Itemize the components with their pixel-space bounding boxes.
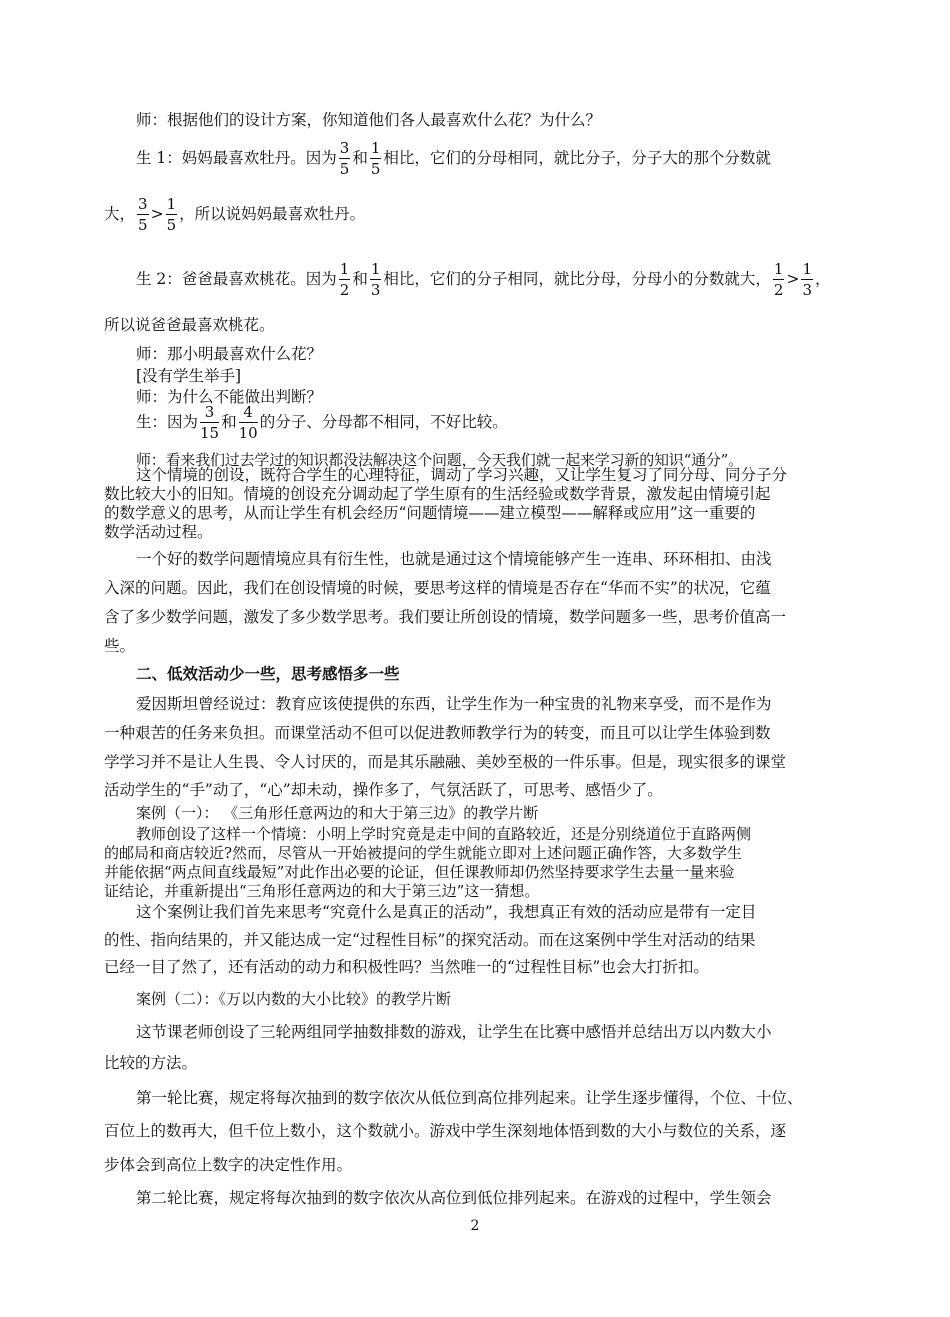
teacher-line-4: 师：看来我们过去学过的知识都没法解决这个问题，今天我们就一起来学习新的知识“通分”。 (136, 451, 743, 469)
para5-line-1: 这节课老师创设了三轮两组同学抽数排数的游戏，让学生在比赛中感悟并总结出万以内数大小 (136, 1023, 772, 1041)
para6-line-2: 百位上的数再大，但千位上数小，这个数就小。游戏中学生深刻地体悟到数的大小与数位的关系，逐 (104, 1122, 787, 1140)
teacher-line-3: 师：为什么不能做出判断？ (136, 388, 323, 406)
student-3-text-b: 和 (221, 413, 237, 431)
student-1-text-a: 生 1：妈妈最喜欢牡丹。因为 (136, 149, 337, 167)
para6-line-3: 步体会到高位上数字的决定性作用。 (104, 1156, 353, 1174)
case1-line-4: 证结论，并重新提出“三角形任意两边的和大于第三边”这一猜想。 (104, 882, 540, 900)
para3-line-3: 学学习并不是让人生畏、令人讨厌的，而是其乐融融、美妙至极的一件乐事。但是，现实很多的课堂 (104, 753, 787, 771)
fraction-1-2: $\frac{1}{2}$ (339, 260, 350, 299)
student-1-text-d: 大， (104, 205, 136, 223)
student-3-line (136, 405, 508, 441)
student-1-text-c: 相比，它们的分母相同，就比分子，分子大的那个分数就 (383, 149, 771, 167)
case2-title: 案例（二）：《万以内数的大小比较》的教学片断 (136, 990, 452, 1008)
student-2-line-cont: 所以说爸爸最喜欢桃花。 (104, 316, 275, 334)
fraction-1-3: $\frac{1}{3}$ (370, 260, 381, 299)
fraction-3-5-b: $\frac{3}{5}$ (138, 195, 148, 234)
para7-line-1: 第二轮比赛，规定将每次抽到的数字依次从高位到低位排列起来。在游戏的过程中，学生领会 (136, 1189, 772, 1207)
para6-line-1: 第一轮比赛，规定将每次抽到的数字依次从低位到高位排列起来。让学生逐步懂得，个位、十位、 (136, 1089, 803, 1107)
teacher-line-2: 师：那小明最喜欢什么花？ (136, 345, 323, 363)
para3-line-1: 爱因斯坦曾经说过：教育应该使提供的东西，让学生作为一种宝贵的礼物来享受，而不是作为 (136, 695, 772, 713)
greater-than-sign: > (150, 205, 164, 223)
para1-line-3: 的数学意义的思考，从而让学生有机会经历“问题情境——建立模型——解释或应用”这一重要的 (104, 504, 756, 522)
case1-line-2: 的邮局和商店较近?然而，尽管从一开始被提问的学生就能立即对上述问题正确作答，大多数学生 (104, 844, 743, 862)
student-3-text-a: 生：因为 (136, 413, 199, 431)
case1-line-3: 并能依据“两点间直线最短”对此作出必要的论证，但任课教师却仍然坚持要求学生去量一量来验 (104, 863, 735, 881)
bracket-note: [没有学生举手] (136, 367, 242, 385)
fraction-1-2-b: $\frac{1}{2}$ (773, 260, 784, 299)
page-number: 2 (470, 1218, 480, 1234)
fraction-3-15: $\frac{3}{15}$ (200, 403, 220, 442)
student-1-line-cont (104, 197, 365, 233)
fraction-4-10: $\frac{4}{10}$ (238, 403, 258, 442)
student-2-text-c: 相比，它们的分子相同，就比分母，分母小的分数就大， (383, 270, 771, 288)
fraction-3-5: $\frac{3}{5}$ (339, 139, 350, 178)
para1-line-4: 数学活动过程。 (104, 523, 213, 541)
para3-line-2: 一种艰苦的任务来负担。而课堂活动不但可以促进教师教学行为的转变，而且可以让学生体验到数 (104, 724, 771, 742)
student-1-line (136, 141, 771, 177)
para4-line-1: 这个案例让我们首先来思考“究竟什么是真正的活动”，我想真正有效的活动应是带有一定目 (136, 903, 757, 921)
fraction-1-5-b: $\frac{1}{5}$ (166, 195, 177, 234)
case1-line-1: 教师创设了这样一个情境：小明上学时究竟是走中间的直路较近，还是分别绕道位于直路两侧 (136, 825, 752, 843)
para1-line-1: 这个情境的创设，既符合学生的心理特征，调动了学习兴趣，又让学生复习了同分母、同分子分 (136, 466, 788, 484)
para4-line-3: 已经一目了然了，还有活动的动力和积极性吗？当然唯一的“过程性目标”也会大打折扣。 (104, 958, 709, 976)
para4-line-2: 的性、指向结果的，并又能达成一定“过程性目标”的探究活动。而在这案例中学生对活动的结果 (104, 931, 756, 949)
greater-than-sign-2: > (786, 270, 800, 288)
student-1-text-e: ，所以说妈妈最喜欢牡丹。 (179, 205, 366, 223)
para3-line-4: 活动学生的“手”动了，“心”却未动，操作多了，气氛活跃了，可思考、感悟少了。 (104, 781, 663, 799)
student-3-text-c: 的分子、分母都不相同，不好比较。 (259, 413, 508, 431)
section-heading-2: 二、低效活动少一些，思考感悟多一些 (136, 664, 400, 683)
para5-line-2: 比较的方法。 (104, 1054, 198, 1072)
student-2-text-a: 生 2：爸爸最喜欢桃花。因为 (136, 270, 337, 288)
student-2-text-b: 和 (352, 270, 368, 288)
para2-line-3: 含了多少数学问题，激发了多少数学思考。我们要让所创设的情境，数学问题多一些，思考价值高一 (104, 608, 787, 626)
teacher-line-1: 师：根据他们的设计方案，你知道他们各人最喜欢什么花？为什么？ (136, 111, 602, 129)
para2-line-2: 入深的问题。因此，我们在创设情境的时候，要思考这样的情境是否存在“华而不实”的状况，它蕴 (104, 579, 771, 597)
student-1-text-b: 和 (352, 149, 368, 167)
para2-line-1: 一个好的数学问题情境应具有衍生性，也就是通过这个情境能够产生一连串、环环相扣、由浅 (136, 550, 772, 568)
case1-title: 案例（一）： 《三角形任意两边的和大于第三边》的教学片断 (136, 804, 539, 822)
fraction-1-5: $\frac{1}{5}$ (370, 139, 381, 178)
student-2-text-d: ， (815, 270, 831, 288)
para2-line-4: 些。 (104, 637, 136, 655)
para1-line-2: 数比较大小的旧知。情境的创设充分调动起了学生原有的生活经验或数学背景，激发起由情境引起 (104, 485, 771, 503)
fraction-1-3-b: $\frac{1}{3}$ (802, 260, 813, 299)
student-2-line (136, 262, 831, 298)
